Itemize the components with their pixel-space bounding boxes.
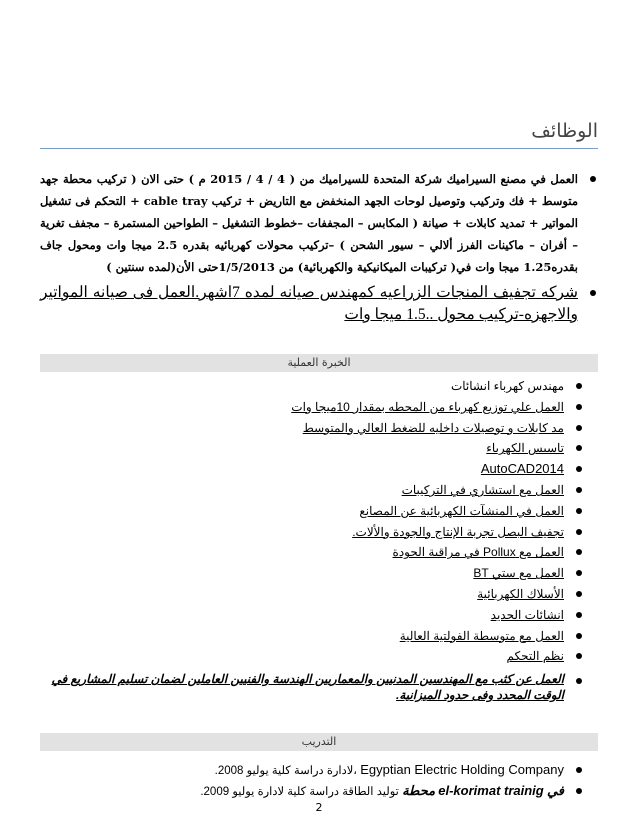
bullet-icon	[576, 445, 582, 451]
section-header-training: التدريب	[40, 733, 598, 751]
skill-text: مهندس كهرباء انشائات	[450, 379, 564, 393]
skill-item	[44, 522, 584, 543]
bullet-icon	[576, 570, 582, 576]
skill-text: الأسلاك الكهربائية	[477, 586, 564, 601]
training-detail: ،لادارة دراسة كلية يوليو 2008.	[214, 765, 358, 777]
skill-item	[44, 376, 584, 397]
bullet-icon	[590, 290, 596, 296]
skill-item	[44, 459, 584, 480]
training-prefix: في	[546, 783, 564, 798]
skill-text: انشائات الحديد	[490, 607, 564, 622]
training-list	[44, 760, 584, 802]
bullet-icon	[576, 487, 582, 493]
training-item	[44, 781, 584, 802]
skill-text: العمل مع Pollux في مراقبة الجودة	[392, 545, 564, 560]
skill-item	[44, 480, 584, 501]
skill-text: AutoCAD2014	[480, 461, 564, 477]
bullet-icon	[576, 529, 582, 535]
skill-item	[44, 501, 584, 522]
title-underline	[40, 148, 598, 149]
bullet-icon	[576, 633, 582, 639]
training-item	[44, 760, 584, 781]
bullet-icon	[576, 383, 582, 389]
skill-item	[44, 671, 584, 703]
skill-text: تجفيف البصل تجربة الإنتاج والجودة والألات.	[352, 524, 564, 539]
bullet-icon	[576, 653, 582, 659]
bullet-icon	[590, 176, 596, 182]
skill-text: العمل عن كثب مع المهندسين المدنيين والمعماريين الهندسة والفنيين العاملين لضمان تسليم المشاريع في الوقت المحدد وفى حدود الميزانية.	[51, 672, 564, 703]
skill-item	[44, 397, 584, 418]
section-header-experience: الخبرة العملية	[40, 354, 598, 372]
skill-item	[44, 418, 584, 439]
job-entry	[40, 168, 598, 278]
skill-text: مد كابلات و توصيلات داخليه للضغط العالي والمتوسط	[302, 420, 564, 435]
job-entry	[40, 282, 598, 326]
bullet-icon	[576, 767, 582, 773]
skill-item	[44, 438, 584, 459]
bullet-icon	[576, 591, 582, 597]
skill-text: العمل مع استشاري في التركيبات	[401, 482, 564, 497]
bullet-icon	[576, 612, 582, 618]
training-station: محطة	[402, 783, 436, 798]
skill-item	[44, 646, 584, 667]
bullet-icon	[576, 404, 582, 410]
skill-text: تاسيس الكهرباء	[486, 441, 564, 456]
skill-text: العمل مع متوسطة الفولتية العالية	[399, 628, 564, 643]
job-text: شركه تجفيف المنجات الزراعيه كمهندس صيانه لمده 7اشهر.العمل فى صيانه المواتير والاجهزه-تركيب محول ..1.5 ميجا وات	[40, 284, 578, 323]
bullet-icon	[576, 425, 582, 431]
skill-item	[44, 563, 584, 584]
section-title-jobs: الوظائف	[531, 120, 598, 142]
skill-text: العمل علي توزيع كهرباء من المحطه بمقدار 10ميجا وات	[291, 399, 564, 414]
jobs-list	[40, 168, 598, 326]
skill-item	[44, 542, 584, 563]
bullet-icon	[576, 678, 582, 684]
skill-item	[44, 584, 584, 605]
bullet-icon	[576, 788, 582, 794]
skills-list	[44, 376, 584, 703]
bullet-icon	[576, 508, 582, 514]
skill-item	[44, 626, 584, 647]
page-number: 2	[315, 801, 323, 814]
training-detail: توليد الطاقة دراسة كلية لادارة يوليو 2009.	[200, 786, 399, 798]
skill-text: العمل في المنشآت الكهربائية عن المصانع	[359, 503, 564, 518]
job-text: العمل في مصنع السيراميك شركة المتحدة للسيراميك من ( 4 / 4 / 2015 م ) حتى الان ( تركيب محطة جهد متوسط + فك وتركيب وتوصيل لوحات الجهد المنخفض مع التاريض + تركيب cable tray + التحكم فى تشغيل المواتير + تمديد كابلات + صيانة ( المكابس – المجففات –خطوط التشغيل – الطواحين المستمرة – مجفف تغرية – أفران – ماكينات الفرز ألالي – سيور الشحن ) –تركيب محولات كهربائيه بقدره 2.5 ميجا وات ومحول جاف بقدره1.25 ميجا وات في( تركيبات الميكانيكية والكهربائية) من 1/5/2013حتى الأن(لمده سنتين )	[40, 172, 578, 274]
bullet-icon	[576, 549, 582, 555]
skill-text: نظم التحكم	[506, 649, 564, 664]
skill-text: العمل مع ستي BT	[473, 566, 564, 581]
training-company: el-korimat trainig	[438, 783, 544, 798]
skill-item	[44, 605, 584, 626]
training-company: Egyptian Electric Holding Company	[360, 762, 564, 777]
bullet-icon	[576, 466, 582, 472]
